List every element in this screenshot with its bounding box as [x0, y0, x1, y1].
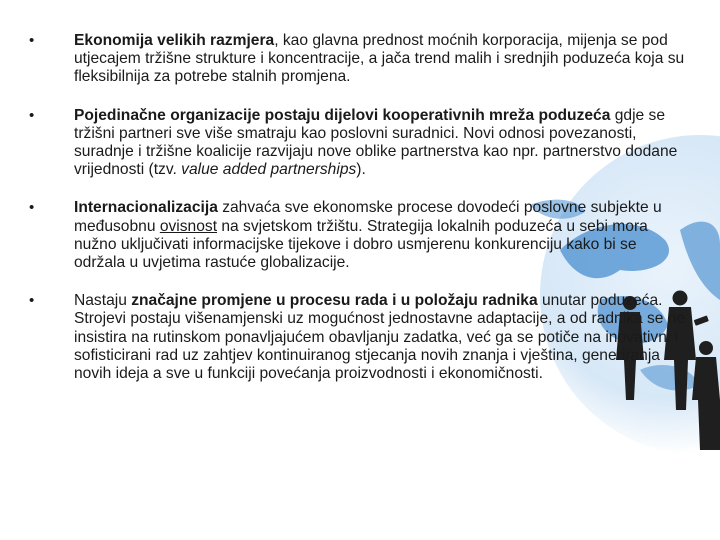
bullet-italic-term: value added partnerships — [181, 161, 357, 179]
bullet-text-end: ). — [356, 161, 366, 179]
bullet-list — [28, 32, 688, 383]
bullet-marker: • — [29, 32, 35, 49]
bullet-item-internationalization — [28, 199, 688, 272]
bullet-item-cooperative-networks — [28, 107, 688, 180]
bullet-marker: • — [29, 199, 35, 217]
bullet-item-economies-of-scale — [28, 32, 688, 87]
bullet-underlined-term: ovisnost — [159, 217, 218, 235]
bullet-text: gdje se tržišni partneri sve više smatraju kao poslovni suradnici. Novi odnosi povezanosti, suradnje i tržišne koalicije razvijaju nove oblike partnerstva kao npr. partnerstvo dodane vrijednosti (tzv. — [74, 106, 678, 179]
bullet-marker: • — [29, 292, 35, 310]
bullet-title: značajne promjene u procesu rada i u položaju radnika — [131, 292, 538, 310]
bullet-text: , kao glavna prednost moćnih korporacija, mijenja se pod utjecajem tržišne strukture i koncentracije, a jača trend malih i srednjih poduzeća koja su fleksibilnija za potrebe stalnih promjena. — [74, 32, 685, 86]
bullet-title: Pojedinačne organizacije postaju dijelovi kooperativnih mreža poduzeća — [74, 106, 611, 124]
bullet-title: Internacionalizacija — [74, 199, 218, 217]
bullet-marker: • — [29, 106, 35, 124]
bullet-text: zahvaća sve ekonomske procese dovodeći poslovne subjekte u međusobnu — [74, 199, 662, 235]
bullet-text-pre: Nastaju — [74, 292, 132, 310]
bullet-item-work-process-changes — [28, 292, 688, 383]
bullet-text: unutar poduzeća. Strojevi postaju višenamjenski uz mogućnost jednostavne adaptacije, a od radnika se ne insistira na rutinskom ponavljajućem obavljanju zadatka, već ga se potiče na inovativni i sofisticirani rad uz zahtjev kontinuiranog stjecanja novih znanja i vještina, generiranja novih ideja a sve u funkciji povećanja proizvodnosti i ekonomičnosti. — [74, 292, 686, 383]
bullet-title: Ekonomija velikih razmjera — [74, 32, 275, 49]
bullet-text-cont: na svjetskom tržištu. Strategija lokalnih poduzeća u sebi mora nužno uključivati informacijske tijekove i dobro usmjerenu konkurenciju kako bi se održala u uvjetima rastuće globalizacije. — [74, 217, 648, 272]
